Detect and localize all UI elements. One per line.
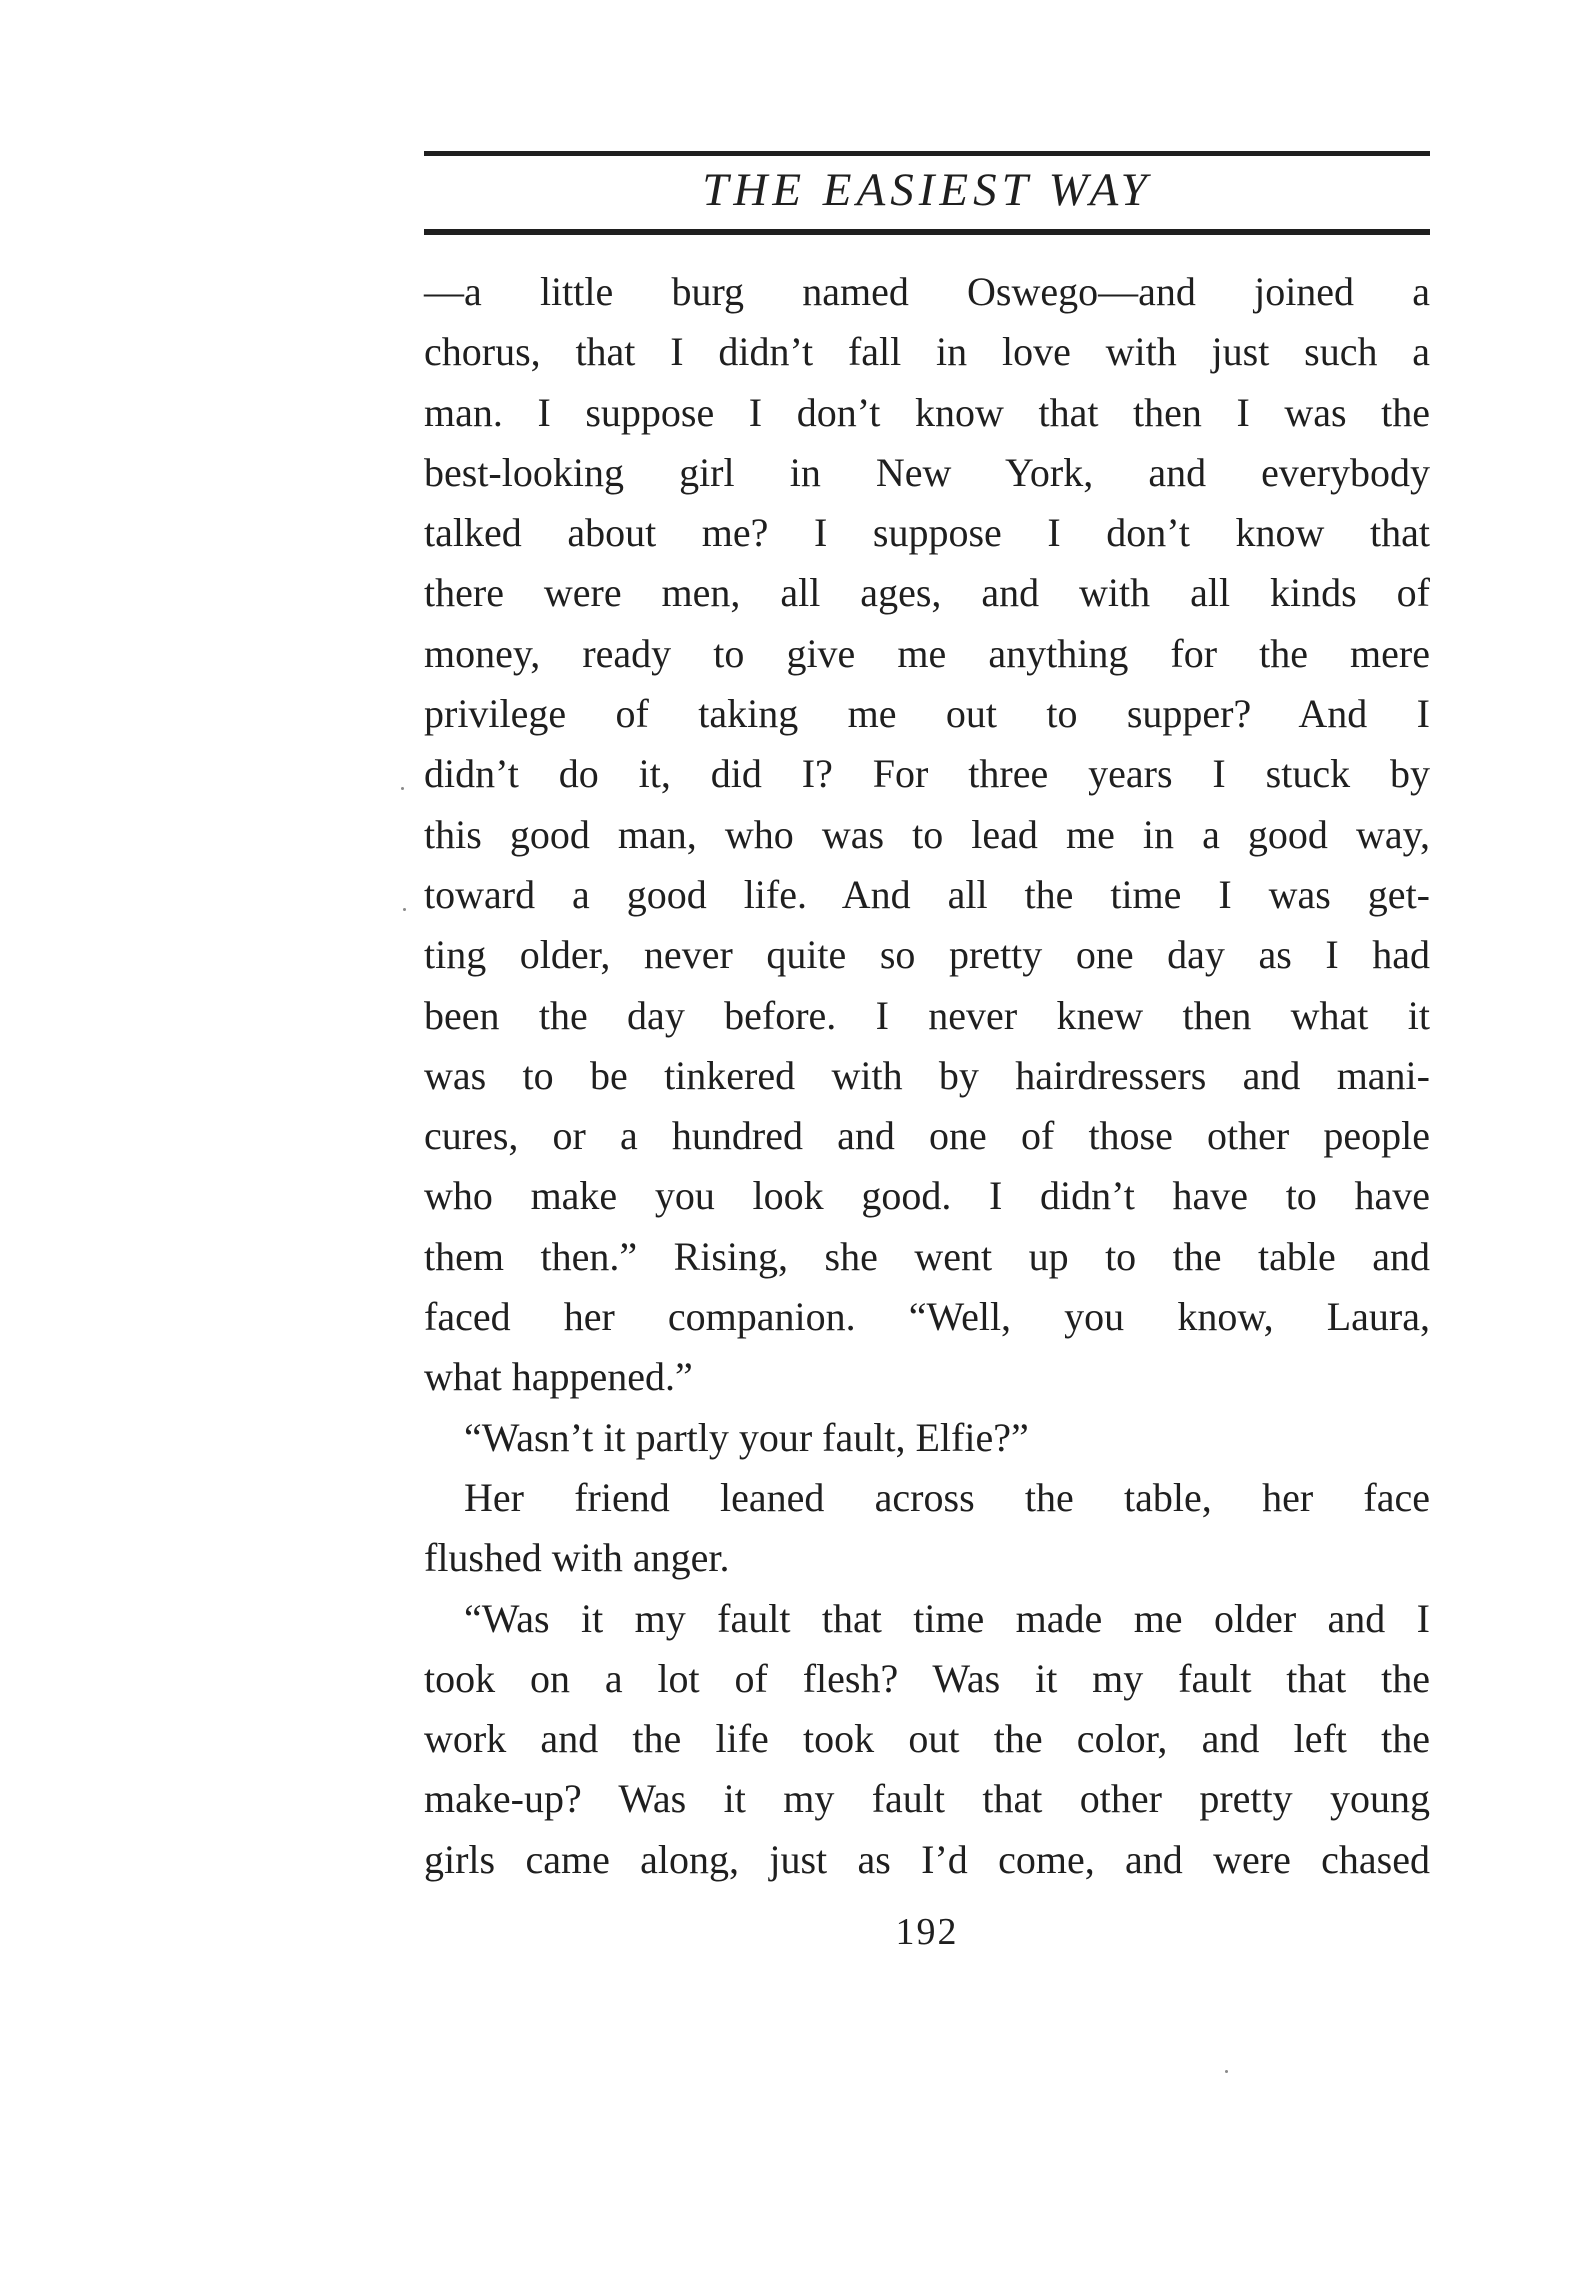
text-line: best-looking girl in New York, and everybody — [424, 449, 1430, 495]
text-line: —a little burg named Oswego—and joined a — [424, 269, 1430, 314]
text-line: toward a good life. And all the time I was get- — [424, 871, 1430, 917]
text-line: took on a lot of flesh? Was it my fault that the — [424, 1655, 1430, 1701]
text-line: “Wasn’t it partly your fault, Elfie?” — [464, 1414, 1029, 1460]
text-line: didn’t do it, did I? For three years I stuck by — [424, 751, 1430, 797]
text-line: this good man, who was to lead me in a good way, — [424, 811, 1430, 857]
text-line: flushed with anger. — [424, 1535, 730, 1581]
text-line: them then.” Rising, she went up to the table and — [424, 1233, 1430, 1279]
text-line: work and the life took out the color, and left the — [424, 1716, 1430, 1762]
text-line: faced her companion. “Well, you know, Laura, — [424, 1294, 1430, 1340]
text-line: privilege of taking me out to supper? And I — [424, 691, 1430, 737]
text-line: “Was it my fault that time made me older and I — [464, 1595, 1430, 1641]
text-line: was to be tinkered with by hairdressers and mani- — [424, 1052, 1430, 1098]
text-line: talked about me? I suppose I don’t know that — [424, 510, 1430, 556]
text-line: man. I suppose I don’t know that then I was the — [424, 389, 1430, 435]
print-speck — [1225, 2070, 1228, 2073]
print-speck — [401, 787, 404, 790]
text-line: ting older, never quite so pretty one day as I had — [424, 932, 1430, 978]
header-rule-top — [424, 151, 1430, 156]
text-line: what happened.” — [424, 1354, 693, 1400]
page-number: 192 — [895, 1911, 959, 1953]
text-line: cures, or a hundred and one of those other people — [424, 1113, 1430, 1159]
text-line: girls came along, just as I’d come, and were chased — [424, 1836, 1430, 1882]
text-line: Her friend leaned across the table, her face — [464, 1474, 1430, 1520]
text-line: chorus, that I didn’t fall in love with just such a — [424, 329, 1430, 375]
text-line: money, ready to give me anything for the mere — [424, 630, 1430, 676]
body-text — [424, 262, 1430, 1890]
text-line: make-up? Was it my fault that other pretty young — [424, 1776, 1430, 1822]
header-rule-bottom — [424, 229, 1430, 235]
print-speck — [403, 908, 406, 911]
text-line: who make you look good. I didn’t have to have — [424, 1173, 1430, 1219]
running-header-title: THE EASIEST WAY — [702, 164, 1152, 216]
text-line: there were men, all ages, and with all kinds of — [424, 570, 1430, 616]
text-line: been the day before. I never knew then what it — [424, 992, 1430, 1038]
